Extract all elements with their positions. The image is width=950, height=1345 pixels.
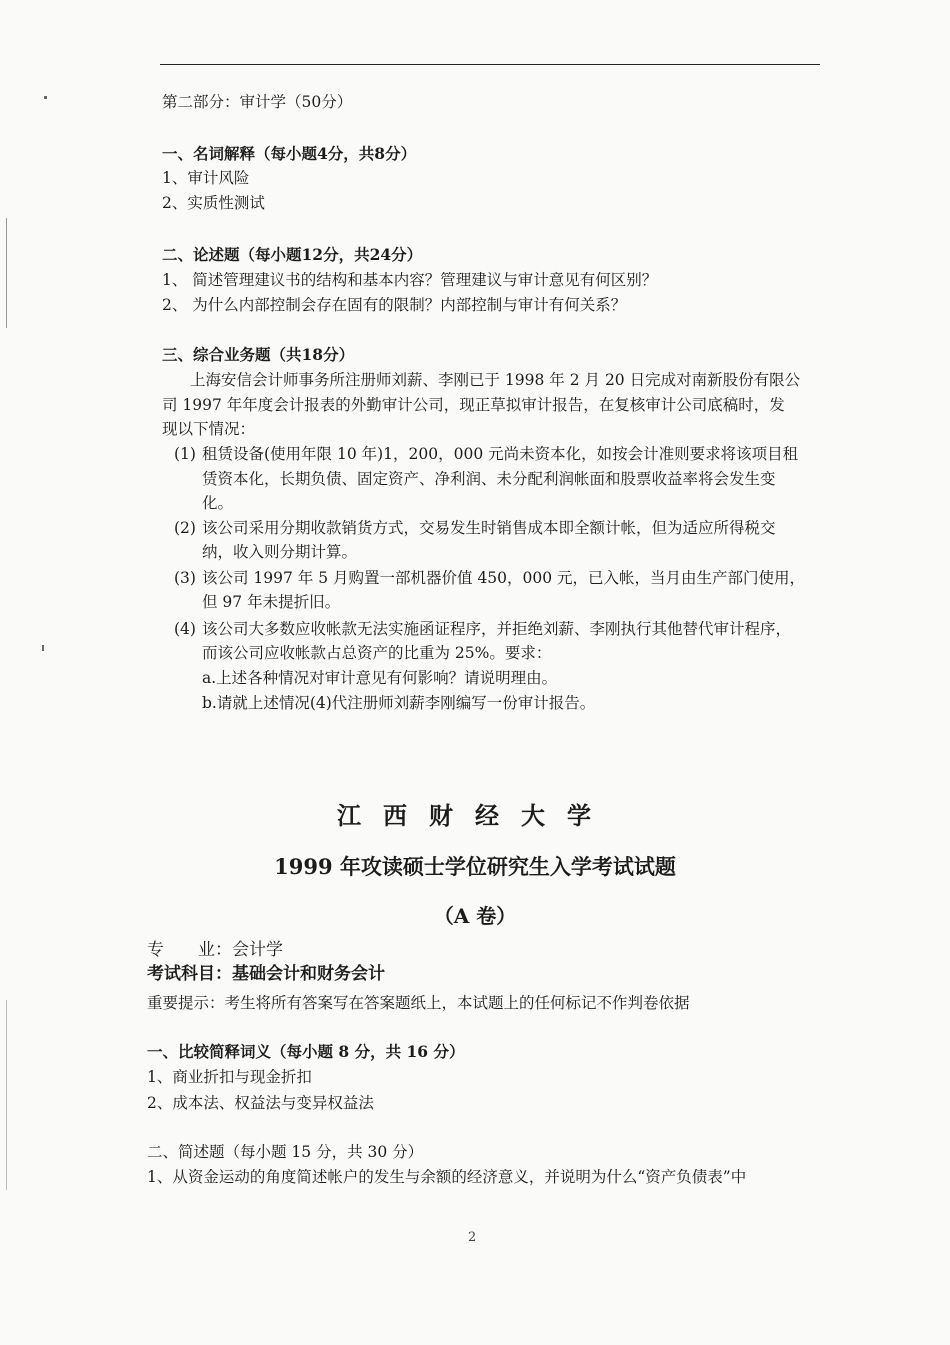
section3-heading: 三、综合业务题（共18分）: [162, 345, 355, 364]
scan-mark: [44, 96, 47, 99]
case-line: 纳，收入则分期计算。: [202, 543, 358, 561]
scan-mark: [6, 218, 7, 328]
list-item: 2、 为什么内部控制会存在固有的限制？内部控制与审计有何关系？: [162, 296, 627, 314]
list-item: 1、从资金运动的角度简述帐户的发生与余额的经济意义，并说明为什么“资产负债表”中: [147, 1168, 747, 1186]
requirement-b: b.请就上述情况(4)代注册师刘薪李刚编写一份审计报告。: [202, 694, 596, 712]
case-marker: (3): [174, 569, 196, 587]
page-number: 2: [468, 1230, 477, 1245]
case-marker: (1): [174, 445, 196, 463]
case-line: 化。: [202, 494, 234, 512]
list-item: 1、审计风险: [162, 169, 250, 187]
exam-title: 1999 年攻读硕士学位研究生入学考试试题: [274, 854, 676, 879]
case-line: 但 97 年未提折旧。: [202, 593, 341, 611]
intro-line: 司 1997 年年度会计报表的外勤审计公司，现正草拟审计报告，在复核审计公司底稿时，发: [162, 396, 785, 414]
case-line: 该公司采用分期收款销货方式，交易发生时销售成本即全额计帐，但为适应所得税交: [202, 519, 776, 537]
scan-mark: [6, 1000, 7, 1190]
intro-line: 上海安信会计师事务所注册师刘薪、李刚已于 1998 年 2 月 20 日完成对南新股份有限公: [190, 371, 801, 389]
part2-heading: 第二部分：审计学（50分）: [162, 93, 353, 111]
case-marker: (4): [174, 620, 196, 638]
case-line: 而该公司应收帐款占总资产的比重为 25%。要求：: [202, 644, 552, 662]
list-item: 2、实质性测试: [162, 194, 265, 212]
exam-section2-heading: 二、简述题（每小题 15 分，共 30 分）: [147, 1143, 424, 1161]
subject-line: 考试科目：基础会计和财务会计: [147, 964, 385, 984]
case-marker: (2): [174, 519, 196, 537]
list-item: 1、 简述管理建议书的结构和基本内容？管理建议与审计意见有何区别？: [162, 271, 658, 289]
major-line: 专 业：会计学: [147, 940, 283, 960]
university-name: 江西财经大学: [337, 801, 613, 830]
top-rule: [160, 64, 820, 65]
list-item: 2、成本法、权益法与变异权益法: [147, 1094, 374, 1112]
case-line: 该公司大多数应收帐款无法实施函证程序，并拒绝刘薪、李刚执行其他替代审计程序，: [202, 620, 792, 638]
section2-heading: 二、论述题（每小题12分，共24分）: [162, 245, 423, 264]
list-item: 1、商业折扣与现金折扣: [147, 1068, 312, 1086]
scan-mark: [42, 645, 44, 651]
exam-section1-heading: 一、比较简释词义（每小题 8 分，共 16 分）: [147, 1042, 465, 1061]
case-line: 租赁设备(使用年限 10 年)1，200，000 元尚未资本化，如按会计准则要求将该项目租: [202, 445, 799, 463]
intro-line: 现以下情况：: [162, 420, 256, 438]
paper-label: （A 卷）: [433, 904, 517, 928]
section1-heading: 一、名词解释（每小题4分，共8分）: [162, 144, 417, 163]
case-line: 该公司 1997 年 5 月购置一部机器价值 450，000 元，已入帐，当月由生产部门使用，: [202, 569, 806, 587]
case-line: 赁资本化，长期负债、固定资产、净利润、未分配利润帐面和股票收益率将会发生变: [202, 470, 776, 488]
requirement-a: a.上述各种情况对审计意见有何影响？请说明理由。: [202, 669, 558, 687]
notice-line: 重要提示：考生将所有答案写在答案题纸上，本试题上的任何标记不作判卷依据: [147, 994, 690, 1012]
